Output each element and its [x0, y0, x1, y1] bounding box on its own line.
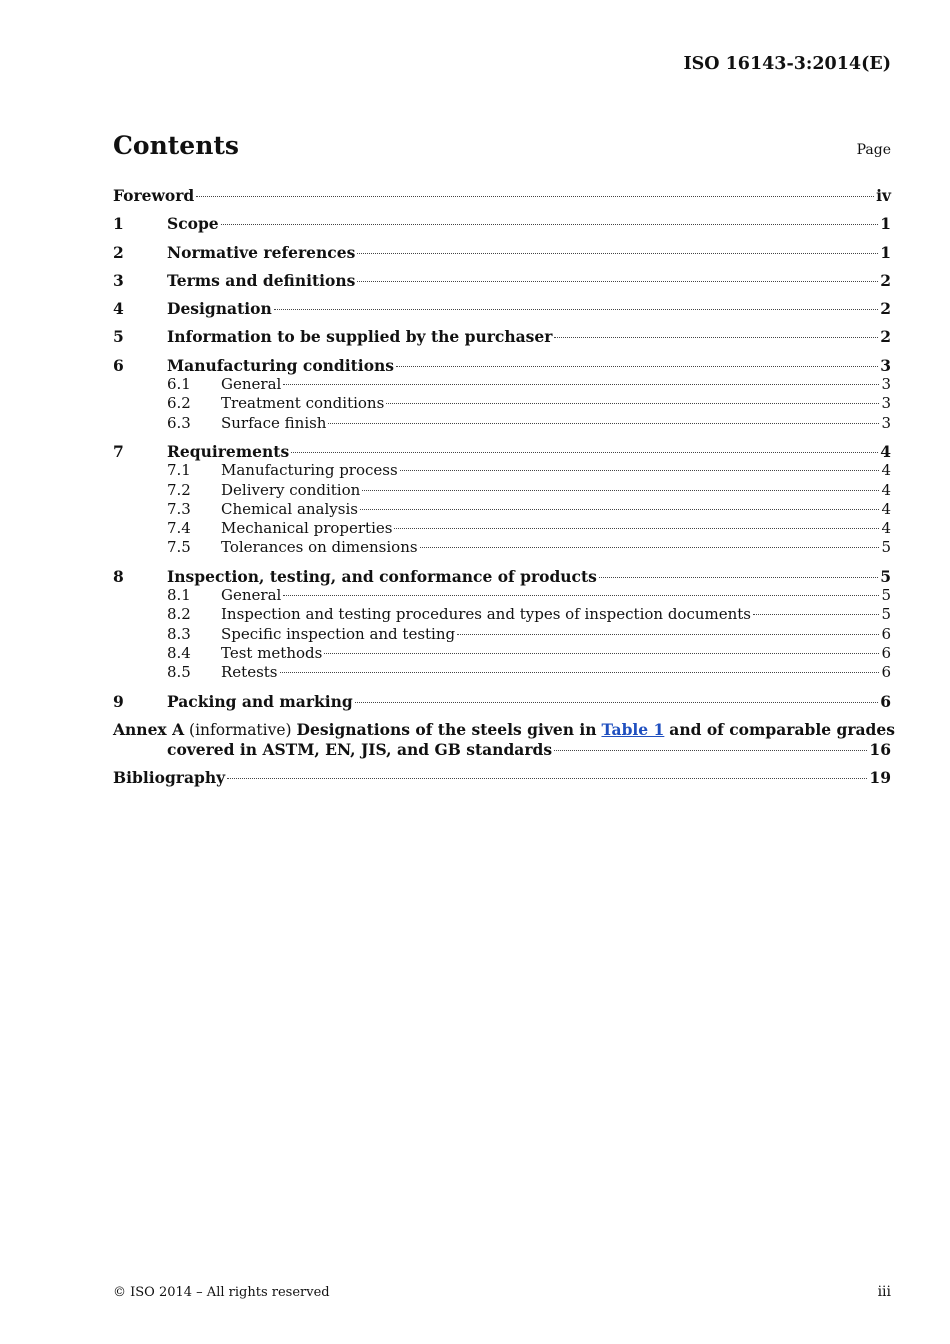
table-of-contents — [113, 186, 895, 788]
table-1-link[interactable]: Table 1 — [601, 719, 665, 739]
annex-title-line2: covered in ASTM, EN, JIS, and GB standards — [167, 740, 553, 760]
toc-entry-number: 3 — [113, 270, 124, 290]
dot-leader — [324, 653, 879, 654]
page-title: Contents — [113, 131, 240, 160]
dot-leader — [283, 384, 879, 385]
toc-entry-number: 7.2 — [167, 480, 191, 499]
toc-entry-title: General — [221, 586, 282, 605]
toc-entry-title: Chemical analysis — [221, 499, 358, 518]
toc-entry-title: Inspection and testing procedures and types of inspection documents — [221, 605, 752, 624]
page-number: iii — [877, 1284, 891, 1300]
toc-entry-title: Foreword — [113, 186, 195, 205]
toc-entry-number: 7.1 — [167, 461, 191, 480]
toc-entry-9[interactable] — [113, 692, 891, 711]
toc-entry-page: 2 — [880, 299, 891, 319]
toc-entry-annex-a[interactable] — [113, 719, 895, 740]
toc-entry-page: 2 — [880, 327, 891, 347]
toc-entry-title: Specific inspection and testing — [221, 624, 456, 643]
toc-entry-number: 6.1 — [167, 375, 191, 394]
toc-entry-page: 6 — [881, 624, 891, 643]
dot-leader — [357, 253, 878, 254]
toc-entry-6[interactable] — [113, 356, 891, 375]
toc-entry-title: Retests — [221, 663, 278, 682]
annex-title-part2: and of comparable grades — [669, 719, 895, 739]
toc-entry-page: 5 — [881, 538, 891, 557]
toc-entry-title: Bibliography — [113, 768, 226, 788]
toc-entry-title: Manufacturing conditions — [167, 355, 395, 375]
toc-entry-page: 4 — [881, 499, 891, 518]
dot-leader — [360, 509, 879, 510]
dot-leader — [396, 366, 878, 367]
toc-entry-number: 8.5 — [167, 663, 191, 682]
toc-entry-page: 16 — [869, 740, 891, 760]
dot-leader — [386, 403, 879, 404]
toc-entry-8-2[interactable] — [113, 605, 891, 624]
toc-entry-title: Packing and marking — [167, 691, 353, 711]
dot-leader — [355, 702, 878, 703]
toc-entry-number: 6.2 — [167, 394, 191, 413]
dot-leader — [196, 196, 874, 197]
toc-entry-number: 7.3 — [167, 499, 191, 518]
dot-leader — [221, 224, 879, 225]
toc-entry-page: iv — [876, 186, 891, 205]
toc-entry-title: Mechanical properties — [221, 519, 393, 538]
toc-entry-number: 8 — [113, 566, 124, 586]
toc-entry-7-2[interactable] — [113, 481, 891, 500]
toc-entry-2[interactable] — [113, 243, 891, 262]
toc-entry-page: 1 — [880, 242, 891, 262]
dot-leader — [280, 672, 880, 673]
dot-leader — [554, 337, 878, 338]
toc-entry-number: 1 — [113, 214, 124, 234]
dot-leader — [420, 547, 880, 548]
toc-entry-page: 2 — [880, 270, 891, 290]
toc-entry-page: 3 — [881, 375, 891, 394]
toc-entry-page: 3 — [880, 355, 891, 375]
dot-leader — [362, 490, 879, 491]
toc-entry-number: 6.3 — [167, 413, 191, 432]
toc-entry-6-1[interactable] — [113, 375, 891, 394]
dot-leader — [227, 778, 867, 779]
toc-entry-page: 3 — [881, 394, 891, 413]
dot-leader — [291, 452, 878, 453]
toc-entry-page: 5 — [881, 586, 891, 605]
toc-entry-page: 19 — [869, 768, 891, 788]
toc-entry-page: 5 — [880, 566, 891, 586]
toc-entry-7-3[interactable] — [113, 500, 891, 519]
toc-entry-number: 8.3 — [167, 624, 191, 643]
toc-entry-number: 8.1 — [167, 586, 191, 605]
dot-leader — [283, 595, 879, 596]
toc-entry-6-3[interactable] — [113, 414, 891, 433]
standard-identifier: ISO 16143-3:2014(E) — [683, 54, 891, 74]
toc-entry-3[interactable] — [113, 271, 891, 290]
dot-leader — [753, 614, 879, 615]
dot-leader — [394, 528, 879, 529]
toc-entry-7-4[interactable] — [113, 519, 891, 538]
toc-entry-page: 4 — [881, 519, 891, 538]
toc-entry-number: 5 — [113, 327, 124, 347]
dot-leader — [599, 577, 878, 578]
toc-entry-title: Inspection, testing, and conformance of products — [167, 566, 597, 586]
toc-entry-number: 8.4 — [167, 643, 191, 662]
toc-entry-7-1[interactable] — [113, 461, 891, 480]
dot-leader — [274, 309, 878, 310]
toc-entry-8-1[interactable] — [113, 586, 891, 605]
annex-title-part1: Designations of the steels given in — [296, 719, 597, 739]
annex-label: Annex A — [113, 719, 185, 739]
dot-leader — [357, 281, 878, 282]
toc-entry-title: Requirements — [167, 441, 290, 461]
toc-entry-title: General — [221, 375, 282, 394]
toc-entry-title: Delivery condition — [221, 480, 361, 499]
copyright-notice: © ISO 2014 – All rights reserved — [113, 1285, 330, 1300]
toc-entry-8-5[interactable] — [113, 663, 891, 682]
toc-entry-5[interactable] — [113, 327, 891, 346]
toc-entry-title: Scope — [167, 214, 219, 234]
toc-entry-page: 4 — [881, 480, 891, 499]
dot-leader — [554, 750, 867, 751]
toc-entry-page: 3 — [881, 413, 891, 432]
toc-entry-page: 4 — [881, 461, 891, 480]
toc-entry-8-3[interactable] — [113, 625, 891, 644]
toc-entry-title: Manufacturing process — [221, 461, 398, 480]
toc-entry-number: 8.2 — [167, 605, 191, 624]
toc-entry-title: Information to be supplied by the purchaser — [167, 327, 553, 347]
toc-entry-title: Test methods — [221, 643, 323, 662]
toc-entry-number: 4 — [113, 299, 124, 319]
toc-entry-number: 6 — [113, 355, 124, 375]
dot-leader — [400, 470, 880, 471]
dot-leader — [457, 634, 879, 635]
toc-entry-7-5[interactable] — [113, 538, 891, 557]
toc-entry-8-4[interactable] — [113, 644, 891, 663]
toc-entry-4[interactable] — [113, 299, 891, 318]
toc-entry-number: 7.5 — [167, 538, 191, 557]
toc-entry-7[interactable] — [113, 442, 891, 461]
toc-entry-page: 6 — [881, 663, 891, 682]
toc-entry-title: Tolerances on dimensions — [221, 538, 418, 557]
toc-entry-page: 4 — [880, 441, 891, 461]
toc-entry-6-2[interactable] — [113, 394, 891, 413]
toc-entry-title: Terms and definitions — [167, 270, 356, 290]
annex-type: (informative) — [189, 720, 292, 739]
toc-entry-8[interactable] — [113, 567, 891, 586]
toc-entry-annex-a-continued[interactable] — [113, 740, 891, 759]
toc-entry-number: 2 — [113, 242, 124, 262]
toc-entry-number: 9 — [113, 691, 124, 711]
toc-entry-title: Surface finish — [221, 413, 327, 432]
toc-entry-page: 6 — [881, 643, 891, 662]
toc-entry-title: Treatment conditions — [221, 394, 385, 413]
toc-entry-title: Designation — [167, 299, 272, 319]
toc-entry-1[interactable] — [113, 214, 891, 233]
toc-entry-number: 7.4 — [167, 519, 191, 538]
toc-entry-title: Normative references — [167, 242, 356, 262]
toc-entry-page: 1 — [880, 214, 891, 234]
toc-entry-number: 7 — [113, 441, 124, 461]
dot-leader — [328, 423, 879, 424]
toc-entry-bibliography[interactable] — [113, 768, 891, 787]
toc-entry-foreword[interactable] — [113, 186, 891, 205]
toc-entry-page: 6 — [880, 691, 891, 711]
toc-entry-page: 5 — [881, 605, 891, 624]
page-column-label: Page — [856, 142, 891, 158]
